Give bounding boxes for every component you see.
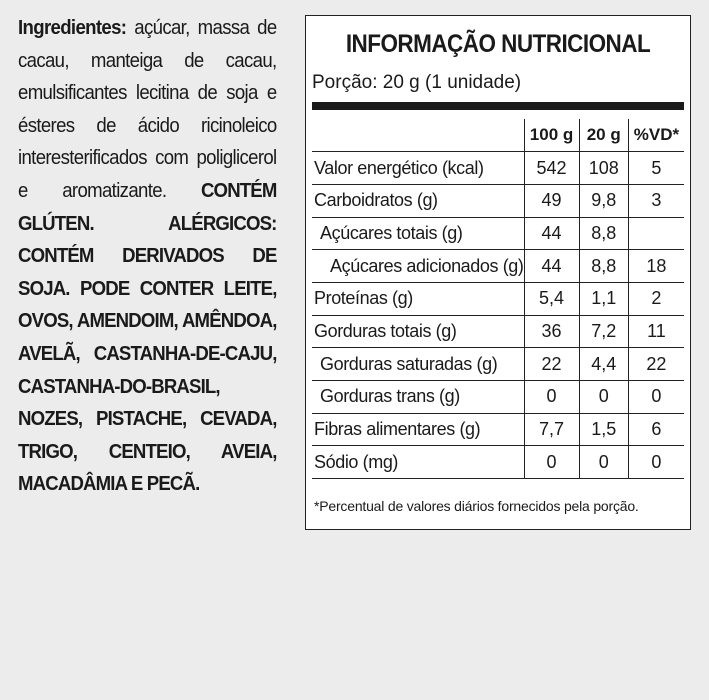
daily-value-percent: 6 bbox=[628, 413, 684, 446]
divider-rule bbox=[312, 102, 684, 110]
value-per-portion: 0 bbox=[579, 446, 628, 479]
daily-value-percent: 0 bbox=[628, 381, 684, 414]
value-per-100g: 5,4 bbox=[524, 282, 579, 315]
table-row bbox=[312, 381, 684, 414]
nutrient-label: Valor energético (kcal) bbox=[312, 152, 524, 185]
ingredients-text bbox=[18, 12, 277, 501]
footnote: *Percentual de valores diários fornecidos pela porção. bbox=[314, 498, 639, 514]
header-per-portion: 20 g bbox=[579, 119, 628, 152]
value-per-100g: 0 bbox=[524, 381, 579, 414]
nutrient-label: Carboidratos (g) bbox=[312, 184, 524, 217]
value-per-100g: 542 bbox=[524, 152, 579, 185]
daily-value-percent: 18 bbox=[628, 250, 684, 283]
nutrient-label: Gorduras trans (g) bbox=[312, 381, 524, 414]
panel-title: INFORMAÇÃO NUTRICIONAL bbox=[345, 30, 651, 58]
table-row bbox=[312, 217, 684, 250]
nutrition-table bbox=[312, 119, 684, 479]
value-per-portion: 8,8 bbox=[579, 217, 628, 250]
value-per-portion: 8,8 bbox=[579, 250, 628, 283]
table-row bbox=[312, 413, 684, 446]
daily-value-percent: 11 bbox=[628, 315, 684, 348]
nutrient-label: Gorduras totais (g) bbox=[312, 315, 524, 348]
portion-size: Porção: 20 g (1 unidade) bbox=[312, 72, 522, 93]
value-per-portion: 0 bbox=[579, 381, 628, 414]
value-per-100g: 0 bbox=[524, 446, 579, 479]
value-per-100g: 7,7 bbox=[524, 413, 579, 446]
value-per-portion: 108 bbox=[579, 152, 628, 185]
ingredients-list: açúcar, massa de cacau, manteiga de cacau, emulsificantes lecitina de soja e ésteres de ácido ricinoleico interesterificados com poliglicerol e aromatizante. bbox=[18, 17, 277, 202]
table-row bbox=[312, 152, 684, 185]
ingredients-heading: Ingredientes: bbox=[18, 17, 127, 39]
value-per-portion: 1,5 bbox=[579, 413, 628, 446]
nutrition-facts-panel bbox=[305, 15, 691, 530]
nutrient-label: Gorduras saturadas (g) bbox=[312, 348, 524, 381]
daily-value-percent: 2 bbox=[628, 282, 684, 315]
daily-value-percent: 3 bbox=[628, 184, 684, 217]
table-row bbox=[312, 184, 684, 217]
value-per-100g: 36 bbox=[524, 315, 579, 348]
nutrient-label: Açúcares adicionados (g) bbox=[312, 250, 524, 283]
value-per-100g: 44 bbox=[524, 217, 579, 250]
table-row bbox=[312, 250, 684, 283]
nutrient-label: Proteínas (g) bbox=[312, 282, 524, 315]
table-row bbox=[312, 446, 684, 479]
daily-value-percent: 22 bbox=[628, 348, 684, 381]
value-per-100g: 49 bbox=[524, 184, 579, 217]
value-per-100g: 22 bbox=[524, 348, 579, 381]
table-row bbox=[312, 348, 684, 381]
value-per-portion: 4,4 bbox=[579, 348, 628, 381]
value-per-100g: 44 bbox=[524, 250, 579, 283]
value-per-portion: 7,2 bbox=[579, 315, 628, 348]
value-per-portion: 9,8 bbox=[579, 184, 628, 217]
table-header-row bbox=[312, 119, 684, 152]
table-row bbox=[312, 315, 684, 348]
nutrient-label: Sódio (mg) bbox=[312, 446, 524, 479]
nutrient-label: Fibras alimentares (g) bbox=[312, 413, 524, 446]
daily-value-percent bbox=[628, 217, 684, 250]
table-row bbox=[312, 282, 684, 315]
value-per-portion: 1,1 bbox=[579, 282, 628, 315]
allergen-warning: CONTÉM GLÚTEN. ALÉRGICOS: CONTÉM DERIVADOS DE SOJA. PODE CONTER LEITE, OVOS, AMENDOIM, AMÊNDOA, AVELÃ, CASTANHA-DE-CAJU, CASTANHA-DO-BRASIL, NOZES, PISTACHE, CEVADA, TRIGO, CENTEIO, AVEIA, MACADÂMIA E PECÃ. bbox=[18, 179, 277, 496]
nutrient-label: Açúcares totais (g) bbox=[312, 217, 524, 250]
header-per-100g: 100 g bbox=[524, 119, 579, 152]
header-nutrient bbox=[312, 119, 524, 152]
header-daily-value: %VD* bbox=[628, 119, 684, 152]
daily-value-percent: 5 bbox=[628, 152, 684, 185]
daily-value-percent: 0 bbox=[628, 446, 684, 479]
